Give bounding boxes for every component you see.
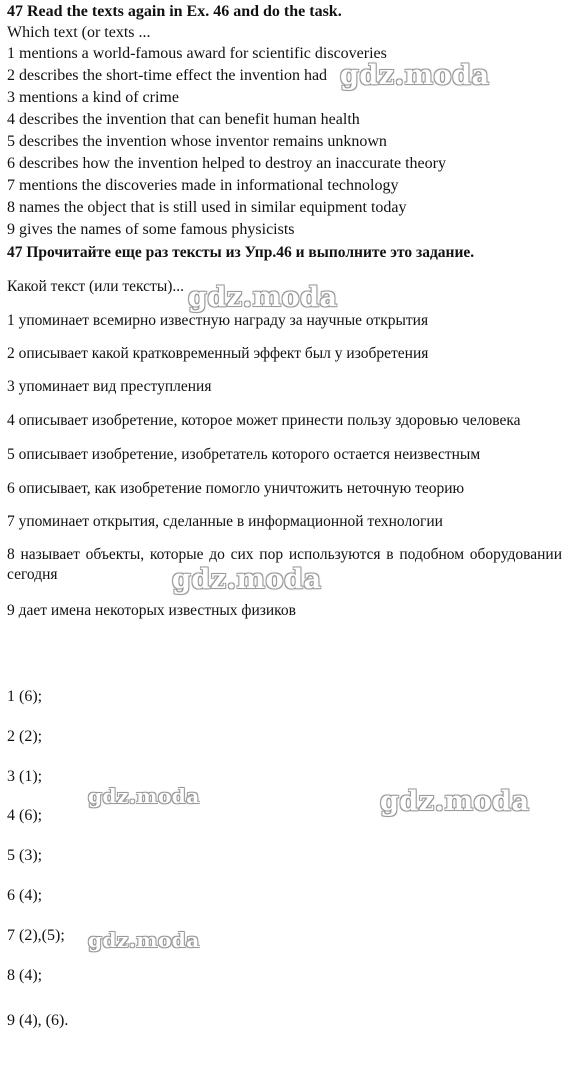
exercise-heading-ru: 47 Прочитайте еще раз тексты из Упр.46 и выполните это задание. (7, 244, 475, 261)
answer-item: 9 (4), (6). (7, 1012, 69, 1029)
watermark: gdz.moda (88, 928, 200, 952)
task-item-ru: 5 описывает изобретение, изобретатель которого остается неизвестным (7, 446, 481, 463)
watermark: gdz.moda (340, 60, 490, 91)
task-item-en: 5 describes the invention whose inventor remains unknown (7, 133, 387, 150)
task-item-en: 4 describes the invention that can benefit human health (7, 111, 360, 128)
watermark: gdz.moda (188, 282, 338, 313)
exercise-heading-en: 47 Read the texts again in Ex. 46 and do the task. (7, 3, 342, 20)
answer-item: 7 (2),(5); (7, 927, 65, 944)
answer-item: 3 (1); (7, 768, 43, 785)
task-item-ru: 2 описывает какой кратковременный эффект был у изобретения (7, 345, 429, 362)
answer-item: 5 (3); (7, 847, 43, 864)
task-item-en: 6 describes how the invention helped to destroy an inaccurate theory (7, 155, 446, 172)
answer-item: 1 (6); (7, 688, 43, 705)
task-intro-ru: Какой текст (или тексты)... (7, 278, 185, 295)
watermark: gdz.moda (380, 786, 530, 817)
task-item-ru: 9 дает имена некоторых известных физиков (7, 602, 296, 619)
answer-item: 6 (4); (7, 887, 43, 904)
task-item-en: 2 describes the short-time effect the invention had (7, 67, 328, 84)
task-item-en: 7 mentions the discoveries made in informational technology (7, 177, 399, 194)
task-item-en: 8 names the object that is still used in similar equipment today (7, 199, 407, 216)
task-item-ru: 6 описывает, как изобретение помогло уничтожить неточную теорию (7, 480, 465, 497)
answer-item: 8 (4); (7, 967, 43, 984)
task-intro-en: Which text (or texts ... (7, 24, 151, 41)
task-item-ru: 8 называет объекты, которые до сих пор используются в подобном оборудовании сегодня (7, 546, 562, 583)
task-item-en: 1 mentions a world-famous award for scientific discoveries (7, 45, 387, 62)
task-item-ru: 3 упоминает вид преступления (7, 378, 212, 395)
watermark: gdz.moda (88, 784, 200, 808)
task-item-en: 9 gives the names of some famous physicists (7, 221, 295, 238)
answer-item: 2 (2); (7, 728, 43, 745)
task-item-ru: 4 описывает изобретение, которое может принести пользу здоровью человека (7, 412, 521, 429)
answer-item: 4 (6); (7, 807, 43, 824)
watermark: gdz.moda (172, 564, 322, 595)
task-item-ru: 7 упоминает открытия, сделанные в информационной технологии (7, 513, 443, 530)
task-item-en: 3 mentions a kind of crime (7, 89, 179, 106)
task-item-ru: 1 упоминает всемирно известную награду за научные открытия (7, 312, 429, 329)
